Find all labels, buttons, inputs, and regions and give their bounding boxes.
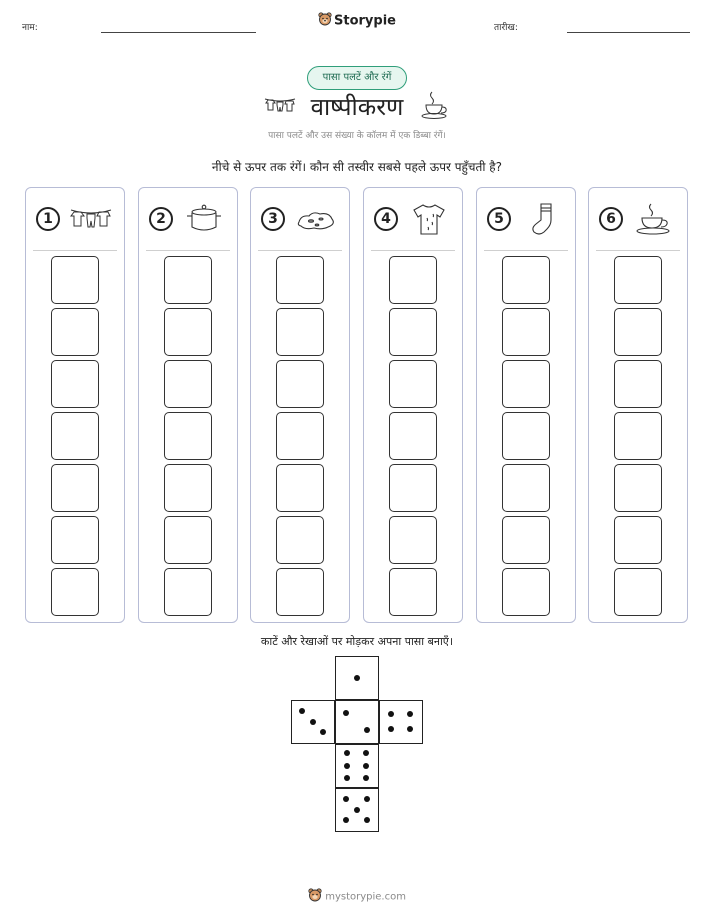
die-pip (364, 727, 370, 733)
color-box[interactable] (614, 464, 662, 512)
column-4 (363, 187, 463, 623)
die-pip (320, 729, 326, 735)
color-box[interactable] (51, 360, 99, 408)
die-pip (354, 807, 360, 813)
question-text: नीचे से ऊपर तक रंगें। कौन सी तस्वीर सबसे पहले ऊपर पहुँचती है? (211, 160, 503, 174)
color-box[interactable] (614, 308, 662, 356)
name-line[interactable] (101, 32, 256, 33)
color-box[interactable] (51, 568, 99, 616)
column-number: 3 (261, 207, 285, 231)
color-box[interactable] (389, 464, 437, 512)
color-box[interactable] (276, 360, 324, 408)
die-pip (363, 750, 369, 756)
die-pip (407, 711, 413, 717)
color-box[interactable] (51, 516, 99, 564)
name-label: नाम: (22, 23, 38, 33)
clothesline-icon (68, 202, 114, 236)
teacup-icon (631, 202, 677, 236)
die-face (335, 656, 379, 700)
color-box[interactable] (164, 412, 212, 460)
column-divider (484, 250, 568, 251)
color-box[interactable] (276, 516, 324, 564)
color-box[interactable] (164, 464, 212, 512)
brand-logo (0, 12, 714, 30)
color-box[interactable] (502, 568, 550, 616)
column-6 (588, 187, 688, 623)
brand-name: Storypie (334, 13, 396, 29)
color-box[interactable] (51, 412, 99, 460)
column-number: 2 (149, 207, 173, 231)
color-box[interactable] (614, 256, 662, 304)
subtitle: पासा पलटें और उस संख्या के कॉलम में एक डिब्बा रंगें। (268, 131, 446, 141)
color-box[interactable] (614, 516, 662, 564)
die-pip (364, 796, 370, 802)
bear-logo-icon (318, 12, 332, 30)
activity-tag: पासा पलटें और रंगें (307, 66, 407, 90)
date-line[interactable] (567, 32, 690, 33)
column-divider (146, 250, 230, 251)
column-divider (371, 250, 455, 251)
teacup-icon (421, 90, 449, 124)
color-box[interactable] (164, 568, 212, 616)
column-number: 1 (36, 207, 60, 231)
die-pip (388, 726, 394, 732)
color-box[interactable] (276, 568, 324, 616)
column-divider (258, 250, 342, 251)
page-title: वाष्पीकरण (310, 93, 404, 121)
die-pip (344, 750, 350, 756)
die-pip (310, 719, 316, 725)
column-5 (476, 187, 576, 623)
footer-url: mystorypie.com (325, 891, 406, 903)
wet-shirt-icon (406, 202, 452, 236)
die-face (291, 700, 335, 744)
color-box[interactable] (276, 412, 324, 460)
color-box[interactable] (276, 256, 324, 304)
die-instruction: काटें और रेखाओं पर मोड़कर अपना पासा बनाएँ। (260, 635, 454, 648)
color-box[interactable] (614, 412, 662, 460)
column-1 (25, 187, 125, 623)
color-box[interactable] (51, 308, 99, 356)
column-number: 6 (599, 207, 623, 231)
footer (0, 888, 714, 905)
die-pip (388, 711, 394, 717)
die-pip (363, 763, 369, 769)
date-label: तारीख: (494, 23, 518, 33)
die-pip (299, 708, 305, 714)
color-box[interactable] (51, 256, 99, 304)
die-pip (343, 796, 349, 802)
color-box[interactable] (614, 568, 662, 616)
color-box[interactable] (164, 516, 212, 564)
die-pip (354, 675, 360, 681)
color-box[interactable] (389, 568, 437, 616)
color-box[interactable] (502, 256, 550, 304)
die-pip (343, 817, 349, 823)
die-pip (344, 763, 350, 769)
color-box[interactable] (164, 256, 212, 304)
die-pip (344, 775, 350, 781)
color-box[interactable] (502, 516, 550, 564)
die-face (335, 700, 379, 744)
die-pip (343, 710, 349, 716)
color-box[interactable] (389, 412, 437, 460)
column-3 (250, 187, 350, 623)
column-divider (33, 250, 117, 251)
sock-icon (519, 202, 565, 236)
color-box[interactable] (389, 360, 437, 408)
color-box[interactable] (276, 464, 324, 512)
footer-bear-icon (308, 888, 322, 905)
color-box[interactable] (502, 464, 550, 512)
color-box[interactable] (389, 308, 437, 356)
color-box[interactable] (502, 308, 550, 356)
color-box[interactable] (164, 360, 212, 408)
color-box[interactable] (389, 256, 437, 304)
color-box[interactable] (389, 516, 437, 564)
color-box[interactable] (164, 308, 212, 356)
pot-icon (181, 202, 227, 236)
die-pip (363, 775, 369, 781)
color-box[interactable] (276, 308, 324, 356)
column-divider (596, 250, 680, 251)
column-number: 5 (487, 207, 511, 231)
color-box[interactable] (502, 412, 550, 460)
puddle-icon (293, 202, 339, 236)
color-box[interactable] (614, 360, 662, 408)
color-box[interactable] (51, 464, 99, 512)
color-box[interactable] (502, 360, 550, 408)
die-face (335, 744, 379, 788)
column-number: 4 (374, 207, 398, 231)
die-face (379, 700, 423, 744)
die-pip (364, 817, 370, 823)
column-2 (138, 187, 238, 623)
die-pip (407, 726, 413, 732)
die-face (335, 788, 379, 832)
